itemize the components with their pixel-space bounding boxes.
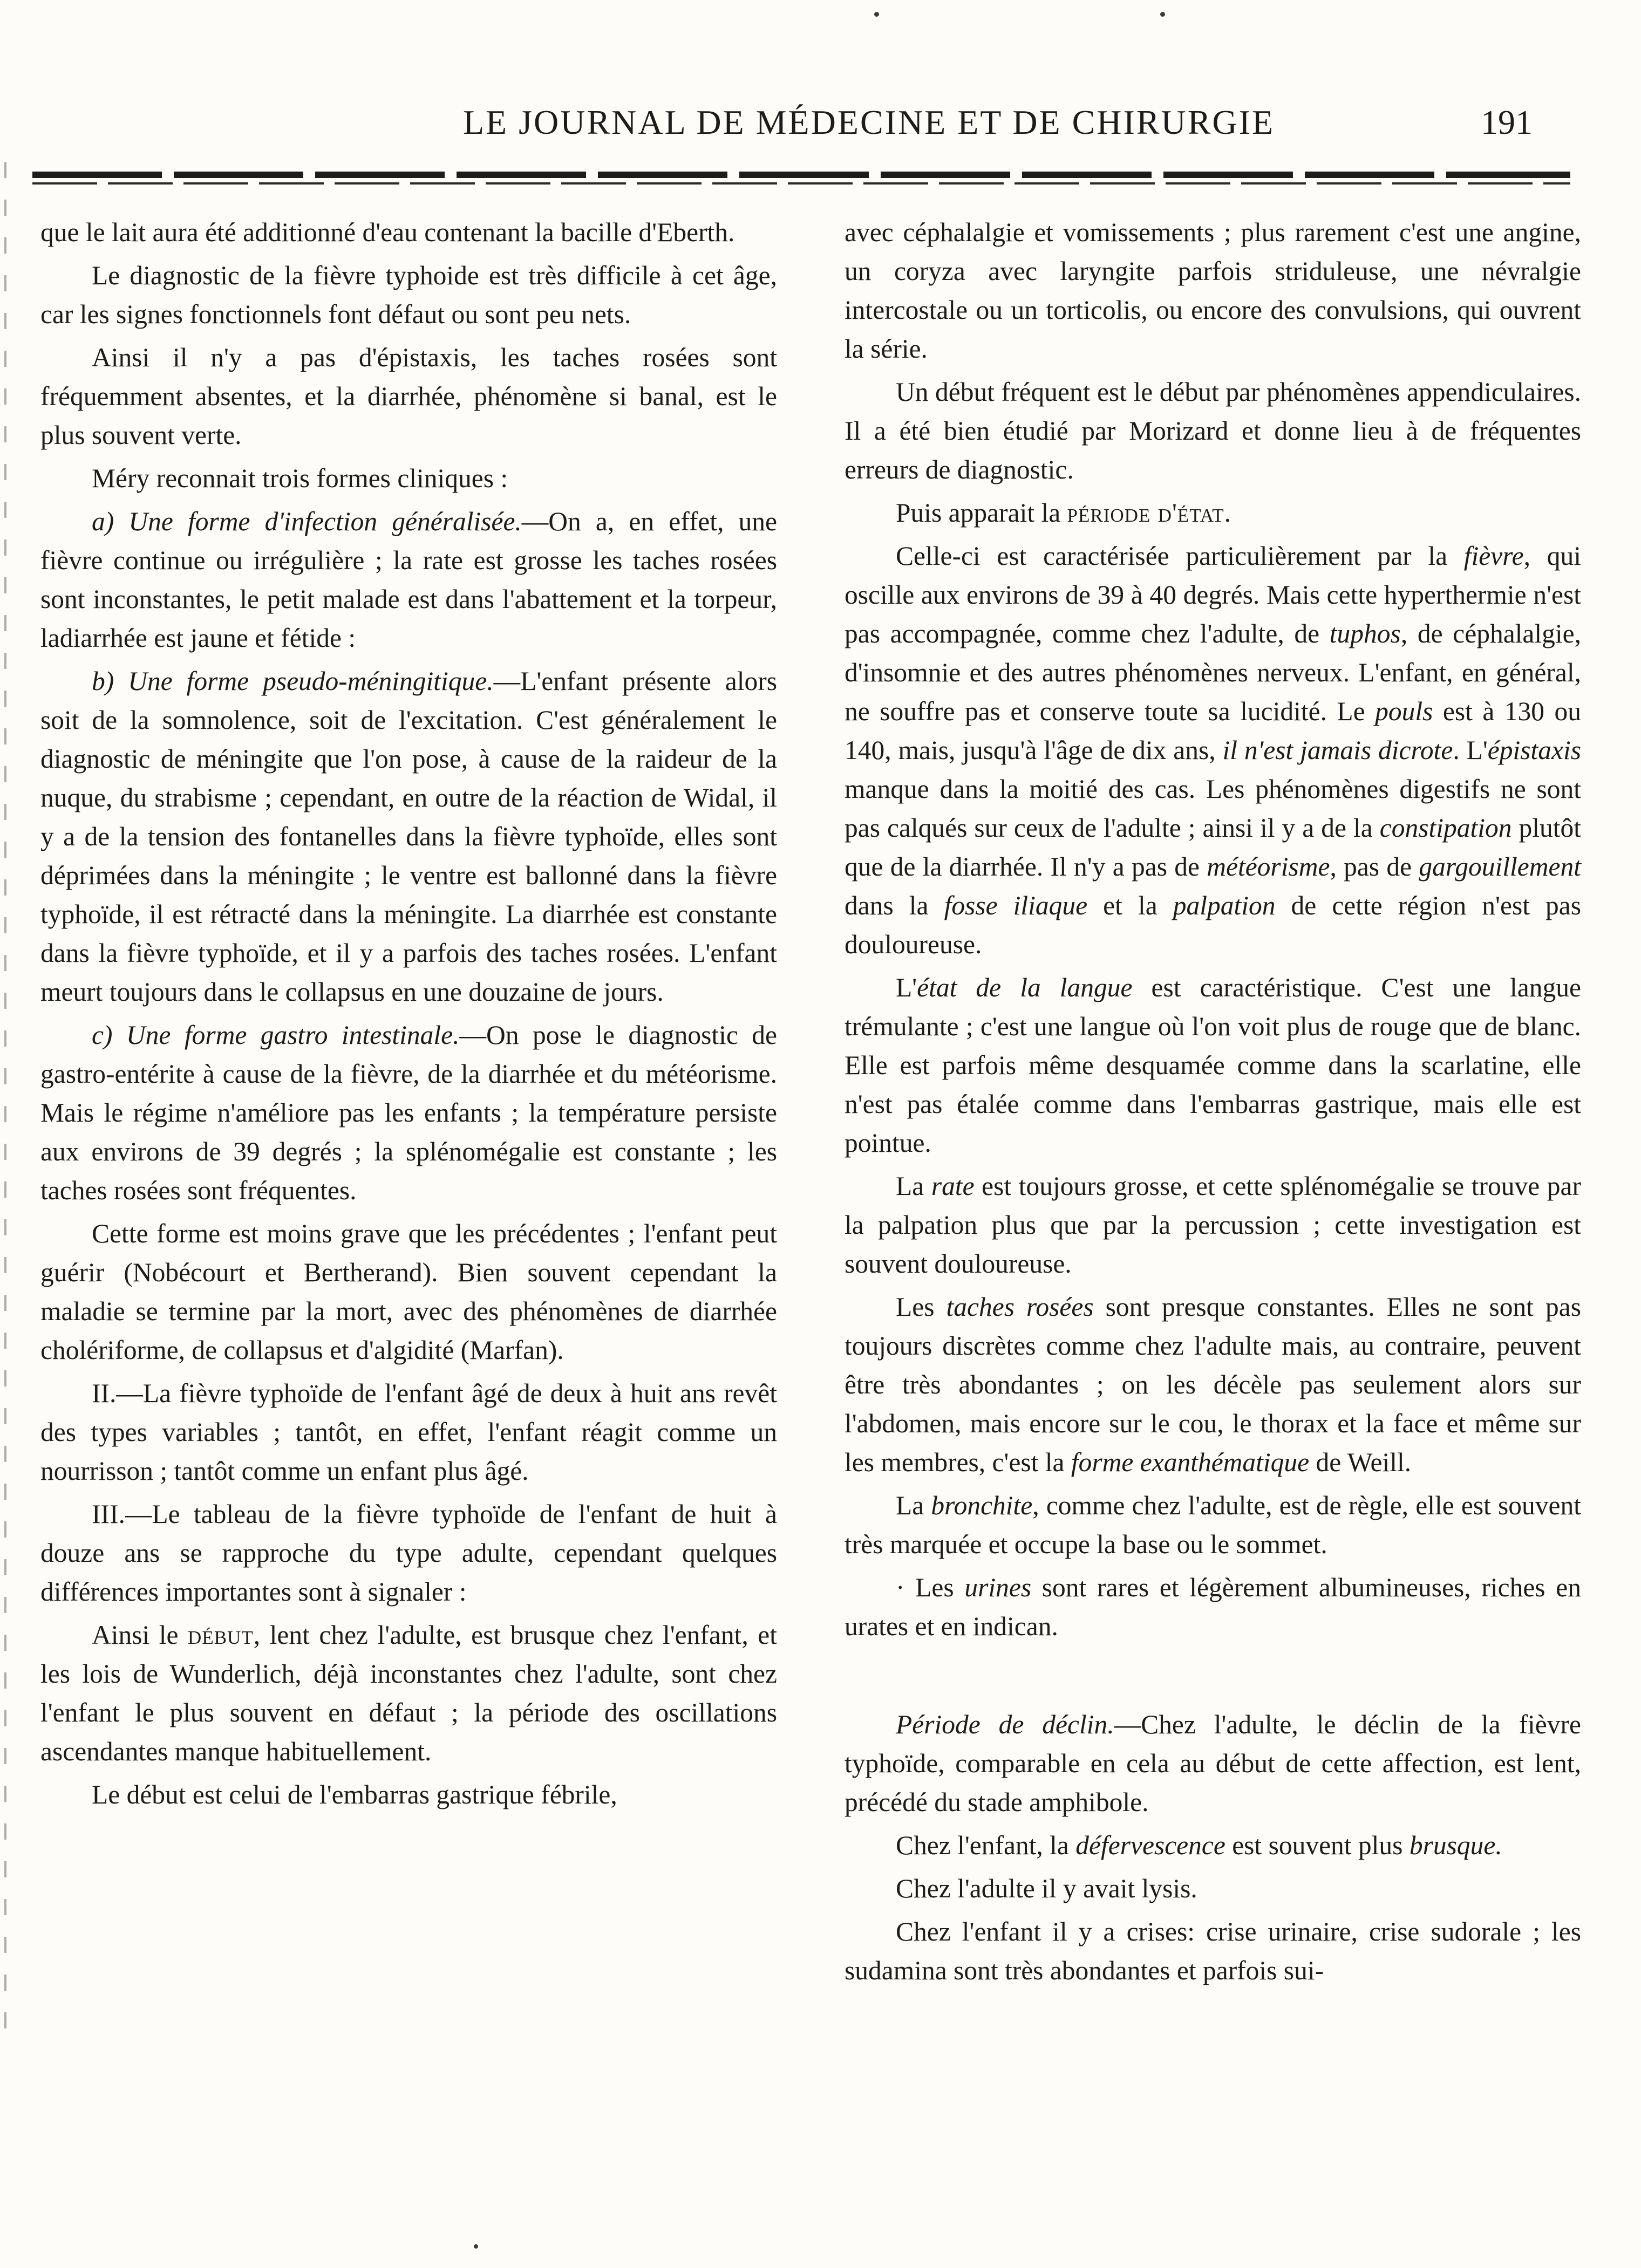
paragraph (845, 1486, 1581, 1564)
text-run: dans la (845, 891, 944, 920)
paragraph (845, 537, 1581, 964)
text-run: plutôt que de la diarrhée. Il n'y a pas de (845, 813, 1581, 882)
text-run: manque dans la moitié des cas. Les phénomènes digestifs ne sont pas calqués sur ceux de l'adulte ; ainsi il y a de la (845, 774, 1581, 843)
paragraph (845, 1705, 1581, 1822)
paragraph: Chez l'enfant il y a crises: crise urinaire, crise sudorale ; les sudamina sont très abondantes et parfois sui- (845, 1917, 1581, 1985)
italic-term: constipation (1379, 813, 1512, 843)
page-number: 191 (1481, 103, 1533, 141)
italic-term: météorisme (1207, 852, 1330, 882)
text-run: sont rares et légèrement albumineuses, riches en urates et en indican. (845, 1573, 1581, 1641)
paragraph: Un début fréquent est le début par phénomènes appendiculaires. Il a été bien étudié par Morizard et donne lieu à de fréquentes erreurs de diagnostic. (845, 377, 1581, 484)
italic-term: tuphos (1329, 619, 1401, 648)
italic-term: épistaxis (1487, 735, 1582, 765)
text-run: , qui oscille aux environs de 39 à 40 degrés. Mais cette hyperthermie n'est pas accompagnée, comme chez l'adulte, de (845, 541, 1581, 648)
text-run: L' (896, 973, 917, 1002)
italic-term: taches rosées (946, 1292, 1094, 1322)
paragraph: Cette forme est moins grave que les précédentes ; l'enfant peut guérir (Nobécourt et Bertherand). Bien souvent cependant la maladie se termine par la mort, avec des phénomènes de diarrhée cholériforme, de collapsus et d'algidité (Marfan). (40, 1219, 777, 1365)
text-run: , pas de (1330, 852, 1419, 882)
small-caps-term: début (188, 1620, 254, 1650)
paragraph-text: —On pose le diagnostic de gastro-entérite à cause de la fièvre, de la diarrhée et du météorisme. Mais le régime n'améliore pas les enfants ; la température persiste aux environs de 39 degrés ; la splénomégalie est constante ; les taches rosées sont fréquentes. (40, 1020, 777, 1205)
paragraph (845, 1568, 1581, 1646)
text-run: —Chez l'adulte, le déclin de la fièvre typhoïde, comparable en cela au début de cette affection, est lent, précédé du stade amphibole. (845, 1710, 1581, 1817)
italic-term: brusque. (1409, 1830, 1502, 1860)
print-speck (1160, 12, 1165, 17)
italic-term: état de la langue (917, 973, 1133, 1002)
italic-term: il n'est jamais dicrote (1222, 735, 1453, 765)
section-label: Période de déclin. (896, 1710, 1114, 1739)
paragraph: que le lait aura été additionné d'eau contenant la bacille d'Eberth. (40, 217, 735, 247)
form-label: a) Une forme d'infection généralisée. (92, 507, 522, 536)
left-column (40, 213, 777, 1819)
paragraph: Ainsi il n'y a pas d'épistaxis, les taches rosées sont fréquemment absentes, et la diarrhée, phénomène si banal, est le plus souvent verte. (40, 343, 777, 450)
text-run: de cette région n'est pas douloureuse. (845, 891, 1582, 959)
italic-term: fièvre (1463, 541, 1524, 571)
running-header (32, 103, 1533, 162)
paragraph: Chez l'adulte il y avait lysis. (896, 1874, 1197, 1903)
header-rule-thin (32, 182, 1570, 185)
italic-term: bronchite (931, 1491, 1033, 1520)
text-run: Ainsi le (92, 1620, 188, 1650)
text-run: est toujours grosse, et cette splénomégalie se trouve par la palpation plus que par la percussion ; cette investigation est souvent douloureuse. (845, 1171, 1581, 1279)
paragraph: Méry reconnait trois formes cliniques : (92, 463, 508, 493)
text-run: , lent chez l'adulte, est brusque chez l'enfant, et les lois de Wunderlich, déjà inconstantes chez l'adulte, sont chez l'enfant le plus souvent en défaut ; la période des oscillations ascendantes manque habituellement. (40, 1620, 777, 1766)
right-column (845, 213, 1581, 1994)
paragraph (40, 1016, 777, 1210)
scan-edge-marks (4, 162, 6, 2050)
text-run: , comme chez l'adulte, est de règle, elle est souvent très marquée et occupe la base ou le sommet. (845, 1491, 1581, 1559)
text-run: . L' (1453, 735, 1488, 765)
text-run: Les (896, 1292, 947, 1322)
paragraph: II.—La fièvre typhoïde de l'enfant âgé de deux à huit ans revêt des types variables ; tantôt, en effet, l'enfant réagit comme un nourrisson ; tantôt comme un enfant plus âgé. (40, 1378, 777, 1486)
paragraph (845, 1167, 1581, 1283)
text-run: est à 130 ou 140, mais, jusqu'à l'âge de dix ans, (845, 696, 1581, 765)
journal-title: LE JOURNAL DE MÉDECINE ET DE CHIRURGIE (462, 103, 1275, 141)
text-run: Chez l'enfant, la (896, 1830, 1076, 1860)
text-run: de Weill. (1309, 1447, 1412, 1477)
paragraph: Le début est celui de l'embarras gastrique fébrile, (92, 1780, 617, 1809)
paragraph: III.—Le tableau de la fièvre typhoïde de l'enfant de huit à douze ans se rapproche du type adulte, cependant quelques différences importantes sont à signaler : (40, 1499, 777, 1607)
paragraph-text: —On a, en effet, une fièvre continue ou irrégulière ; la rate est grosse les taches rosées sont inconstantes, le petit malade est dans l'abattement et la torpeur, ladiarrhée est jaune et fétide : (40, 507, 777, 653)
print-speck (874, 12, 879, 17)
form-label: b) Une forme pseudo-méningitique. (92, 666, 494, 696)
text-run: sont presque constantes. Elles ne sont pas toujours discrètes comme chez l'adulte mais, au contraire, peuvent être très abondantes ; on les décèle pas seulement alors sur l'abdomen, mais encore sur le cou, le thorax et la face et même sur les membres, c'est la (845, 1292, 1581, 1477)
text-run: , de céphalalgie, d'insomnie et des autres phénomènes nerveux. L'enfant, en général, ne souffre pas et conserve toute sa lucidité. Le (845, 619, 1581, 726)
text-run: est souvent plus (1225, 1830, 1410, 1860)
paragraph (845, 1288, 1581, 1482)
italic-term: forme exanthématique (1071, 1447, 1310, 1477)
italic-term: fosse iliaque (944, 891, 1088, 920)
italic-term: rate (931, 1171, 975, 1201)
paragraph-text: —L'enfant présente alors soit de la somnolence, soit de l'excitation. C'est généralement le diagnostic de méningite que l'on pose, à cause de la raideur de la nuque, du strabisme ; cependant, en outre de la réaction de Widal, il y a de la tension des fontanelles dans la fièvre typhoïde, elles sont déprimées dans la méningite ; le ventre est ballonné dans la fièvre typhoïde, il est rétracté dans la méningite. La diarrhée est constante dans la fièvre typhoïde, et il y a parfois des taches rosées. L'enfant meurt toujours dans le collapsus en une douzaine de jours. (40, 666, 777, 1007)
text-run: La (896, 1171, 931, 1201)
paragraph (845, 494, 1581, 532)
italic-term: pouls (1375, 696, 1433, 726)
text-run: est caractéristique. C'est une langue trémulante ; c'est une langue où l'on voit plus de rouge que de blanc. Elle est parfois même desquamée comme dans la scarlatine, elle n'est pas étalée comme dans l'embarras gastrique, mais elle est pointue. (845, 973, 1581, 1158)
italic-term: urines (964, 1573, 1032, 1602)
header-rule (32, 172, 1570, 178)
italic-term: défervescence (1075, 1830, 1225, 1860)
print-speck (474, 2244, 478, 2249)
paragraph (40, 1616, 777, 1771)
paragraph: Le diagnostic de la fièvre typhoide est très difficile à cet âge, car les signes fonctionnels font défaut ou sont peu nets. (40, 261, 777, 329)
italic-term: gargouillement (1419, 852, 1581, 882)
paragraph: avec céphalalgie et vomissements ; plus rarement c'est une angine, un coryza avec laryngite parfois striduleuse, une névralgie intercostale ou un torticolis, ou encore des convulsions, qui ouvrent la série. (845, 217, 1581, 364)
paragraph (40, 502, 777, 658)
form-label: c) Une forme gastro intestinale. (92, 1020, 460, 1050)
text-run: La (896, 1491, 931, 1520)
text-run: et la (1087, 891, 1173, 920)
text-run: Puis apparait la (896, 498, 1067, 528)
paragraph (845, 1826, 1581, 1865)
paragraph (845, 968, 1581, 1163)
paragraph (40, 662, 777, 1012)
small-caps-term: période d'état. (1067, 498, 1231, 528)
italic-term: palpation (1173, 891, 1276, 920)
text-run: Celle-ci est caractérisée particulièrement par la (896, 541, 1464, 571)
text-run: · Les (896, 1573, 965, 1602)
